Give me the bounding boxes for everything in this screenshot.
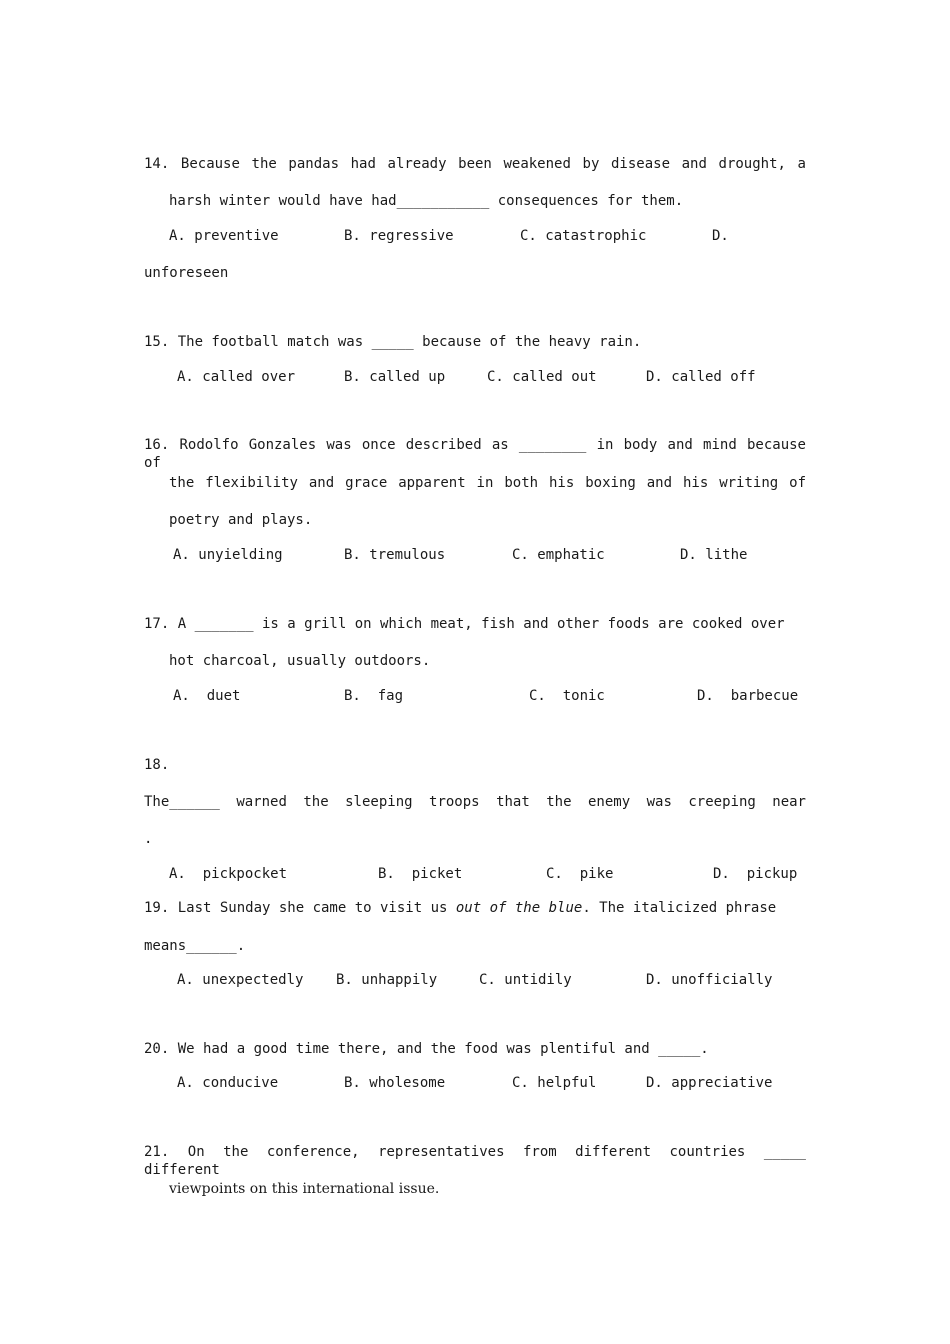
q14-option-a: A. preventive (169, 228, 279, 244)
q18-stem-line1: The______ warned the sleeping troops that the enemy was creeping near (144, 794, 806, 810)
q15-option-c: C. called out (487, 369, 597, 385)
q19-stem-post: . The italicized phrase (582, 900, 777, 916)
q20-option-a: A. conducive (177, 1075, 279, 1091)
q17-option-b: B. fag (344, 688, 404, 704)
q16-option-b: B. tremulous (344, 547, 446, 563)
q20-stem-line1: 20. We had a good time there, and the food was plentiful and _____. (144, 1041, 709, 1057)
q20-option-c: C. helpful (512, 1075, 597, 1091)
q21-stem-line2: viewpoints on this international issue. (169, 1181, 440, 1197)
q19-option-b: B. unhappily (336, 972, 438, 988)
q15-option-a: A. called over (177, 369, 296, 385)
q19-option-d: D. unofficially (646, 972, 773, 988)
q18-option-d: D. pickup (713, 866, 798, 882)
q18-stem-period: . (144, 831, 153, 847)
q19-stem-line1 (144, 899, 776, 917)
q20-option-d: D. appreciative (646, 1075, 773, 1091)
q18-number: 18. (144, 757, 170, 773)
q14-option-b: B. regressive (344, 228, 454, 244)
q14-option-d: D. (712, 228, 729, 244)
q17-option-d: D. barbecue (697, 688, 799, 704)
q16-option-c: C. emphatic (512, 547, 605, 563)
q14-option-c: C. catastrophic (520, 228, 647, 244)
q17-option-c: C. tonic (529, 688, 605, 704)
q19-italic-phrase: out of the blue (455, 900, 583, 916)
q16-option-a: A. unyielding (173, 547, 283, 563)
q16-stem-line2: the flexibility and grace apparent in both his boxing and his writing of (169, 475, 806, 491)
q14-stem-line1: 14. Because the pandas had already been weakened by disease and drought, a (144, 156, 806, 172)
q19-option-a: A. unexpectedly (177, 972, 304, 988)
q19-stem-pre: 19. Last Sunday she came to visit us (144, 900, 456, 916)
q14-stem-line2: harsh winter would have had___________ consequences for them. (169, 193, 684, 209)
q14-option-d-wrap: unforeseen (144, 265, 229, 281)
q16-option-d: D. lithe (680, 547, 748, 563)
q16-stem-line3: poetry and plays. (169, 512, 313, 528)
q19-option-c: C. untidily (479, 972, 572, 988)
q18-option-b: B. picket (378, 866, 463, 882)
q15-option-b: B. called up (344, 369, 446, 385)
q17-option-a: A. duet (173, 688, 241, 704)
q15-option-d: D. called off (646, 369, 756, 385)
q19-stem-line2: means______. (144, 938, 246, 954)
q16-stem-line1: 16. Rodolfo Gonzales was once described as ________ in body and mind because of (144, 437, 806, 471)
q17-stem-line2: hot charcoal, usually outdoors. (169, 653, 431, 669)
q15-stem-line1: 15. The football match was _____ because of the heavy rain. (144, 334, 642, 350)
q21-stem-line1: 21. On the conference, representatives from different countries _____ different (144, 1144, 806, 1178)
q18-option-c: C. pike (546, 866, 614, 882)
q17-stem-line1: 17. A _______ is a grill on which meat, fish and other foods are cooked over (144, 616, 785, 632)
q20-option-b: B. wholesome (344, 1075, 446, 1091)
q18-option-a: A. pickpocket (169, 866, 288, 882)
